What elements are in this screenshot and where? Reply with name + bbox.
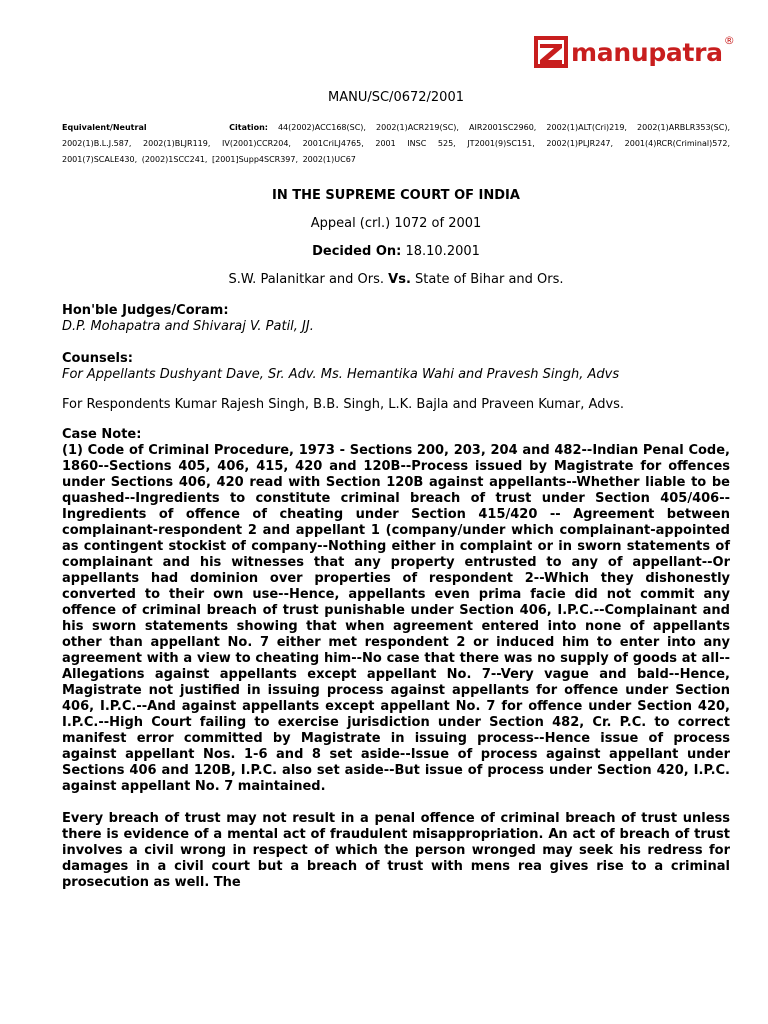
manupatra-logo — [534, 36, 735, 68]
judges-heading: Hon'ble Judges/Coram: — [62, 303, 229, 318]
judges-names: D.P. Mohapatra and Shivaraj V. Patil, JJ. — [62, 319, 314, 334]
counsels-section — [62, 351, 730, 383]
counsel-appellants: For Appellants Dushyant Dave, Sr. Adv. Ms. Hemantika Wahi and Pravesh Singh, Advs — [62, 367, 620, 382]
counsels-heading: Counsels: — [62, 351, 133, 366]
document-page — [62, 90, 730, 891]
logo-text: manupatra — [571, 37, 723, 67]
citation-block — [62, 120, 730, 168]
counsel-respondents: For Respondents Kumar Rajesh Singh, B.B. Singh, L.K. Bajla and Praveen Kumar, Advs. — [62, 397, 625, 412]
case-parties — [62, 272, 730, 287]
court-name: IN THE SUPREME COURT OF INDIA — [272, 188, 520, 203]
case-note-paragraph-2: Every breach of trust may not result in a penal offence of criminal breach of trust unless there is evidence of a mental act of fraudulent misappropriation. An act of breach of trust involves a civil wrong in respect of which the person wronged may seek his redress for damages in a civil court but a breach of trust with mens rea gives rise to a criminal prosecution as well. The — [62, 811, 730, 890]
citation-label: Equivalent/Neutral Citation: — [62, 123, 268, 132]
petitioner: S.W. Palanitkar and Ors. — [228, 272, 385, 287]
appeal-number: Appeal (crl.) 1072 of 2001 — [310, 216, 482, 231]
versus: Vs. — [388, 272, 411, 287]
decided-date: 18.10.2001 — [405, 244, 480, 259]
registered-mark: ® — [723, 34, 735, 47]
decided-label: Decided On: — [312, 244, 402, 259]
citation-text: 44(2002)ACC168(SC), 2002(1)ACR219(SC), AIR2001SC2960, 2002(1)ALT(Cri)219, 2002(1)ARBLR353(SC), 2002(1)B.L.J.587, 2002(1)BLJR119, IV(2001)CCR204, 2001CriLJ4765, 2001 INSC 525, JT2001(9)SC151, 2002(1)PLJR247, 2001(4)RCR(Criminal)572, 2001(7)SCALE430, (2002)1SCC241, [2001]Supp4SCR397, 2002(1)UC67 — [62, 123, 731, 164]
document-id: MANU/SC/0672/2001 — [328, 90, 464, 105]
case-note-paragraph-1: (1) Code of Criminal Procedure, 1973 - Sections 200, 203, 204 and 482--Indian Penal Code, 1860--Sections 405, 406, 415, 420 and 120B--Process issued by Magistrate for offences under Sections 406, 420 read with Section 120B against appellants--Whether liable to be quashed--Ingredients to constitute criminal breach of trust under Section 405/406--Ingredients of offence of cheating under Section 415/420 -- Agreement between complainant-respondent 2 and appellant 1 (company/under which complainant-appointed as contingent stockist of company--Nothing either in complaint or in sworn statements of complainant and his witnesses that any property entrusted to any of appellant--Or appellants had dominion over properties of respondent 2--Which they dishonestly converted to their own use--Hence, appellants even prima facie did not commit any offence of criminal breach of trust punishable under Section 406, I.P.C.--Complainant and his sworn statements showing that when agreement entered into none of appellants other than appellant No. 7 either met respondent 2 or induced him to enter into any agreement with a view to cheating him--No case that there was no supply of goods at all--Allegations against appellants except appellant No. 7--Very vague and bald--Hence, Magistrate not justified in issuing process against appellants for offence under Section 406, I.P.C.--And against appellants except appellant No. 7 for offence under Section 420, I.P.C.--High Court failing to exercise jurisdiction under Section 482, Cr. P.C. to correct manifest error committed by Magistrate in issuing process--Hence issue of process against appellant Nos. 1-6 and 8 set aside--Issue of process against appellant under Sections 406 and 120B, I.P.C. also set aside--But issue of process under Section 420, I.P.C. against appellant No. 7 maintained. — [62, 443, 730, 794]
case-note-section — [62, 427, 730, 891]
manupatra-logo-icon — [534, 36, 568, 68]
decided-on — [62, 244, 730, 259]
case-note-heading: Case Note: — [62, 427, 142, 442]
respondent: State of Bihar and Ors. — [415, 272, 564, 287]
judges-section — [62, 303, 730, 335]
